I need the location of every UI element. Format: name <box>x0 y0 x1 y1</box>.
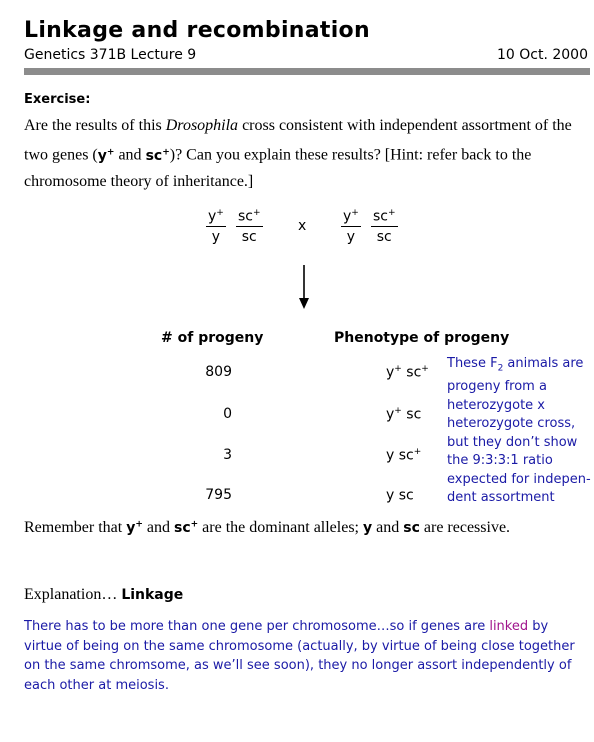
linkage-keyword: Linkage <box>121 587 184 603</box>
progeny-phenotype: y sc <box>386 487 414 504</box>
exercise-text: Are the results of this Drosophila cross consistent with independent assortment of the two genes (y+ and sc+)? Can you explain these results? [Hint: refer back to the chromosome theory of inheritance.] <box>24 117 572 190</box>
parent1-sc-genotype: $\frac{sc^+}{sc}$ <box>238 208 261 245</box>
progeny-phenotype: y+ sc+ <box>386 364 429 381</box>
explanation-text: There has to be more than one gene per chromosome…so if genes are linked by virtue of being on the same chromosome (actually, by virtue of being close together on the same chromsome, as we’ll see soon), they no longer assort independently of each other at meiosis. <box>24 619 575 693</box>
organism-name: Drosophila <box>165 117 239 134</box>
dominance-note: Remember that y+ and sc+ are the dominant alleles; y and sc are recessive. <box>24 519 511 536</box>
explanation-heading: Explanation… Linkage <box>24 586 184 603</box>
course-label: Genetics 371B Lecture 9 <box>24 47 197 63</box>
progeny-count: 3 <box>223 447 232 463</box>
header-divider <box>24 68 590 75</box>
progeny-phenotype: y+ sc <box>386 406 422 423</box>
parent2-y-genotype: $\frac{y^+}{y}$ <box>343 208 359 245</box>
exercise-label: Exercise: <box>24 92 91 107</box>
linked-word: linked <box>489 619 529 634</box>
progeny-phenotype: y sc+ <box>386 447 422 464</box>
down-arrow-icon <box>296 265 312 311</box>
progeny-count: 0 <box>223 406 232 422</box>
progeny-count-header: # of progeny <box>161 330 264 346</box>
parent1-y-genotype: $\frac{y^+}{y}$ <box>208 208 224 245</box>
page-title: Linkage and recombination <box>24 18 370 43</box>
progeny-count: 795 <box>205 487 232 503</box>
progeny-count: 809 <box>205 364 232 380</box>
lecture-date: 10 Oct. 2000 <box>497 47 588 63</box>
parent2-sc-genotype: $\frac{sc^+}{sc}$ <box>373 208 396 245</box>
cross-symbol: x <box>298 218 307 234</box>
handwritten-note: These $F_2$ animals are progeny from a heterozygote x heterozygote cross, but they don’t show the 9:3:3:1 ratio expected for indepen- dent assortment <box>447 356 591 506</box>
phenotype-header: Phenotype of progeny <box>334 330 510 346</box>
